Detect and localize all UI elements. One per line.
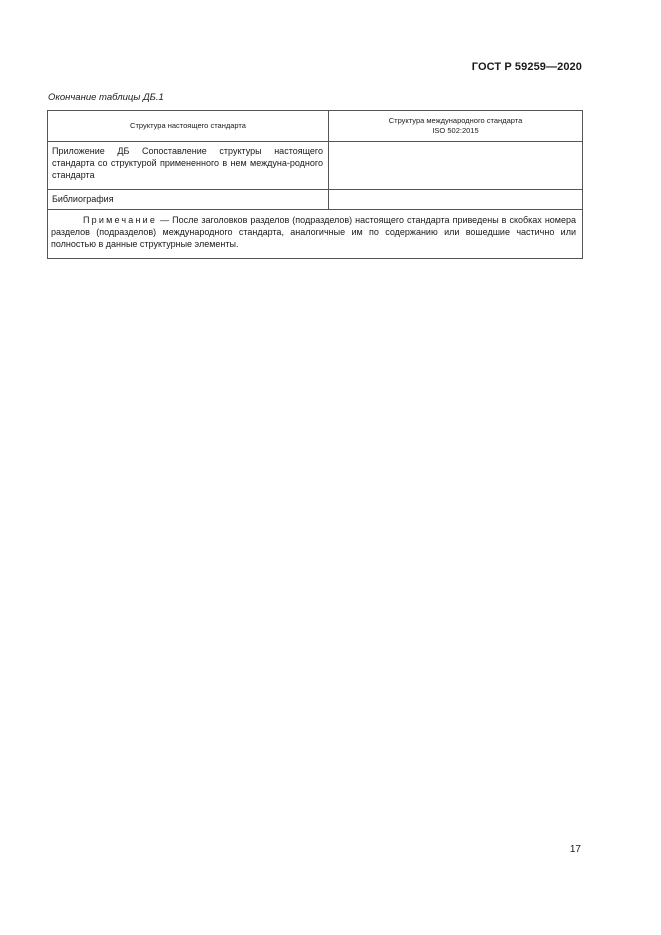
- table-cell-right: [329, 142, 583, 190]
- table-caption: Окончание таблицы ДБ.1: [48, 92, 164, 103]
- appendix-db-text: Приложение ДБ Сопоставление структуры настоящего стандарта со структурой примененного в нем междуна-родного стандарта: [52, 146, 323, 180]
- table-cell-left: [48, 190, 329, 210]
- structure-comparison-table: [47, 110, 583, 259]
- page-number: 17: [569, 844, 581, 855]
- bibliography-text: Библиография: [52, 194, 114, 204]
- table-cell-left: [48, 142, 329, 190]
- table-header-row: [48, 111, 583, 142]
- bibliography-match: [329, 190, 582, 197]
- appendix-db-match: [329, 142, 582, 149]
- column-header-international-line2: ISO 502:2015: [432, 126, 479, 135]
- column-header-current-label: Структура настоящего стандарта: [130, 121, 246, 130]
- table-row: [48, 190, 583, 210]
- table-note-cell: [48, 210, 583, 259]
- table-note-row: [48, 210, 583, 259]
- column-header-current-standard: [48, 111, 329, 142]
- note-label: Примечание: [83, 215, 158, 225]
- column-header-international-standard: [329, 111, 583, 142]
- table-note: [48, 210, 582, 258]
- table-cell-right: [329, 190, 583, 210]
- note-text: — После заголовков разделов (подразделов) настоящего стандарта приведены в скобках номера разделов (подразделов) международного стандарта, аналогичные им по содержанию или вошедшие частично или полностью в данные структурные элементы.: [51, 215, 576, 249]
- column-header-international-line1: Структура международного стандарта: [388, 116, 523, 125]
- table-row: [48, 142, 583, 190]
- document-code: ГОСТ Р 59259—2020: [471, 61, 582, 73]
